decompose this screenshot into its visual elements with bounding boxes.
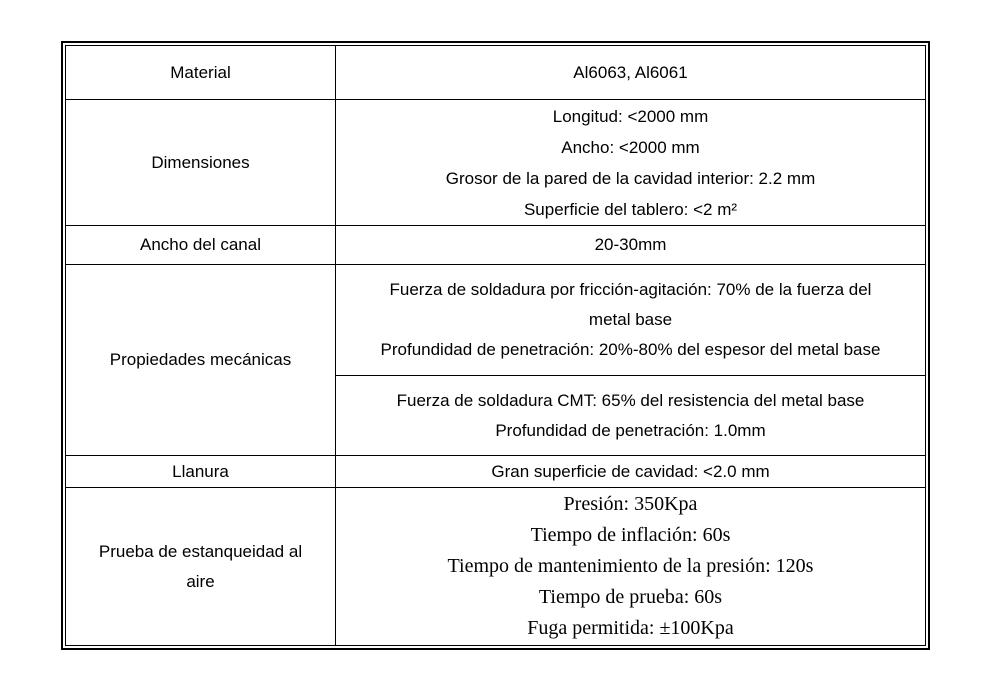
row-label-cell: Ancho del canal: [66, 226, 336, 265]
value-line: Fuerza de soldadura por fricción-agitación: 70% de la fuerza del: [389, 280, 872, 299]
row-label-cell: Llanura: [66, 456, 336, 488]
row-label-cell: Dimensiones: [66, 100, 336, 226]
label-lines: [66, 537, 335, 597]
value-lines: [336, 101, 925, 225]
value-lines: [336, 489, 925, 644]
table-row-llanura: [66, 456, 926, 488]
value-line: Fuerza de soldadura CMT: 65% del resistencia del metal base: [396, 390, 865, 410]
row-value-cell: Al6063, Al6061: [336, 46, 926, 100]
value-line: Ancho: <2000 mm: [561, 137, 700, 157]
value-line: Presión: 350Kpa: [563, 493, 698, 515]
value-line: Superficie del tablero: <2 m²: [523, 199, 738, 219]
value-line: Profundidad de penetración: 1.0mm: [495, 420, 766, 440]
spec-table-frame: [61, 41, 930, 650]
value-line: Tiempo de inflación: 60s: [530, 524, 731, 546]
value-line: Tiempo de prueba: 60s: [538, 586, 723, 608]
label-line: Prueba de estanqueidad al: [98, 541, 303, 561]
value-line: Profundidad de penetración: 20%-80% del espesor del metal base: [380, 340, 881, 359]
row-label-cell: Material: [66, 46, 336, 100]
value-line: Fuga permitida: ±100Kpa: [527, 617, 734, 639]
spec-table: [65, 45, 926, 646]
table-row-dimensiones: [66, 100, 926, 226]
value-line: Tiempo de mantenimiento de la presión: 120s: [447, 555, 814, 577]
row-label-cell: [66, 488, 336, 646]
row-value-cell: [336, 100, 926, 226]
row-value-cell: [336, 265, 926, 376]
row-value-cell: [336, 488, 926, 646]
table-row-propiedades-mecanicas: [66, 265, 926, 376]
row-value-cell: [336, 376, 926, 456]
value-line: Longitud: <2000 mm: [552, 106, 709, 126]
row-value-cell: 20-30mm: [336, 226, 926, 265]
value-line: metal base: [588, 310, 673, 329]
value-lines: [336, 275, 925, 365]
value-lines: [336, 386, 925, 446]
label-line: aire: [186, 571, 215, 591]
table-row-ancho-del-canal: [66, 226, 926, 265]
row-label-cell: Propiedades mecánicas: [66, 265, 336, 456]
table-row-material: [66, 46, 926, 100]
table-row-prueba-estanqueidad: [66, 488, 926, 646]
row-value-cell: Gran superficie de cavidad: <2.0 mm: [336, 456, 926, 488]
value-line: Grosor de la pared de la cavidad interior: 2.2 mm: [445, 168, 816, 188]
